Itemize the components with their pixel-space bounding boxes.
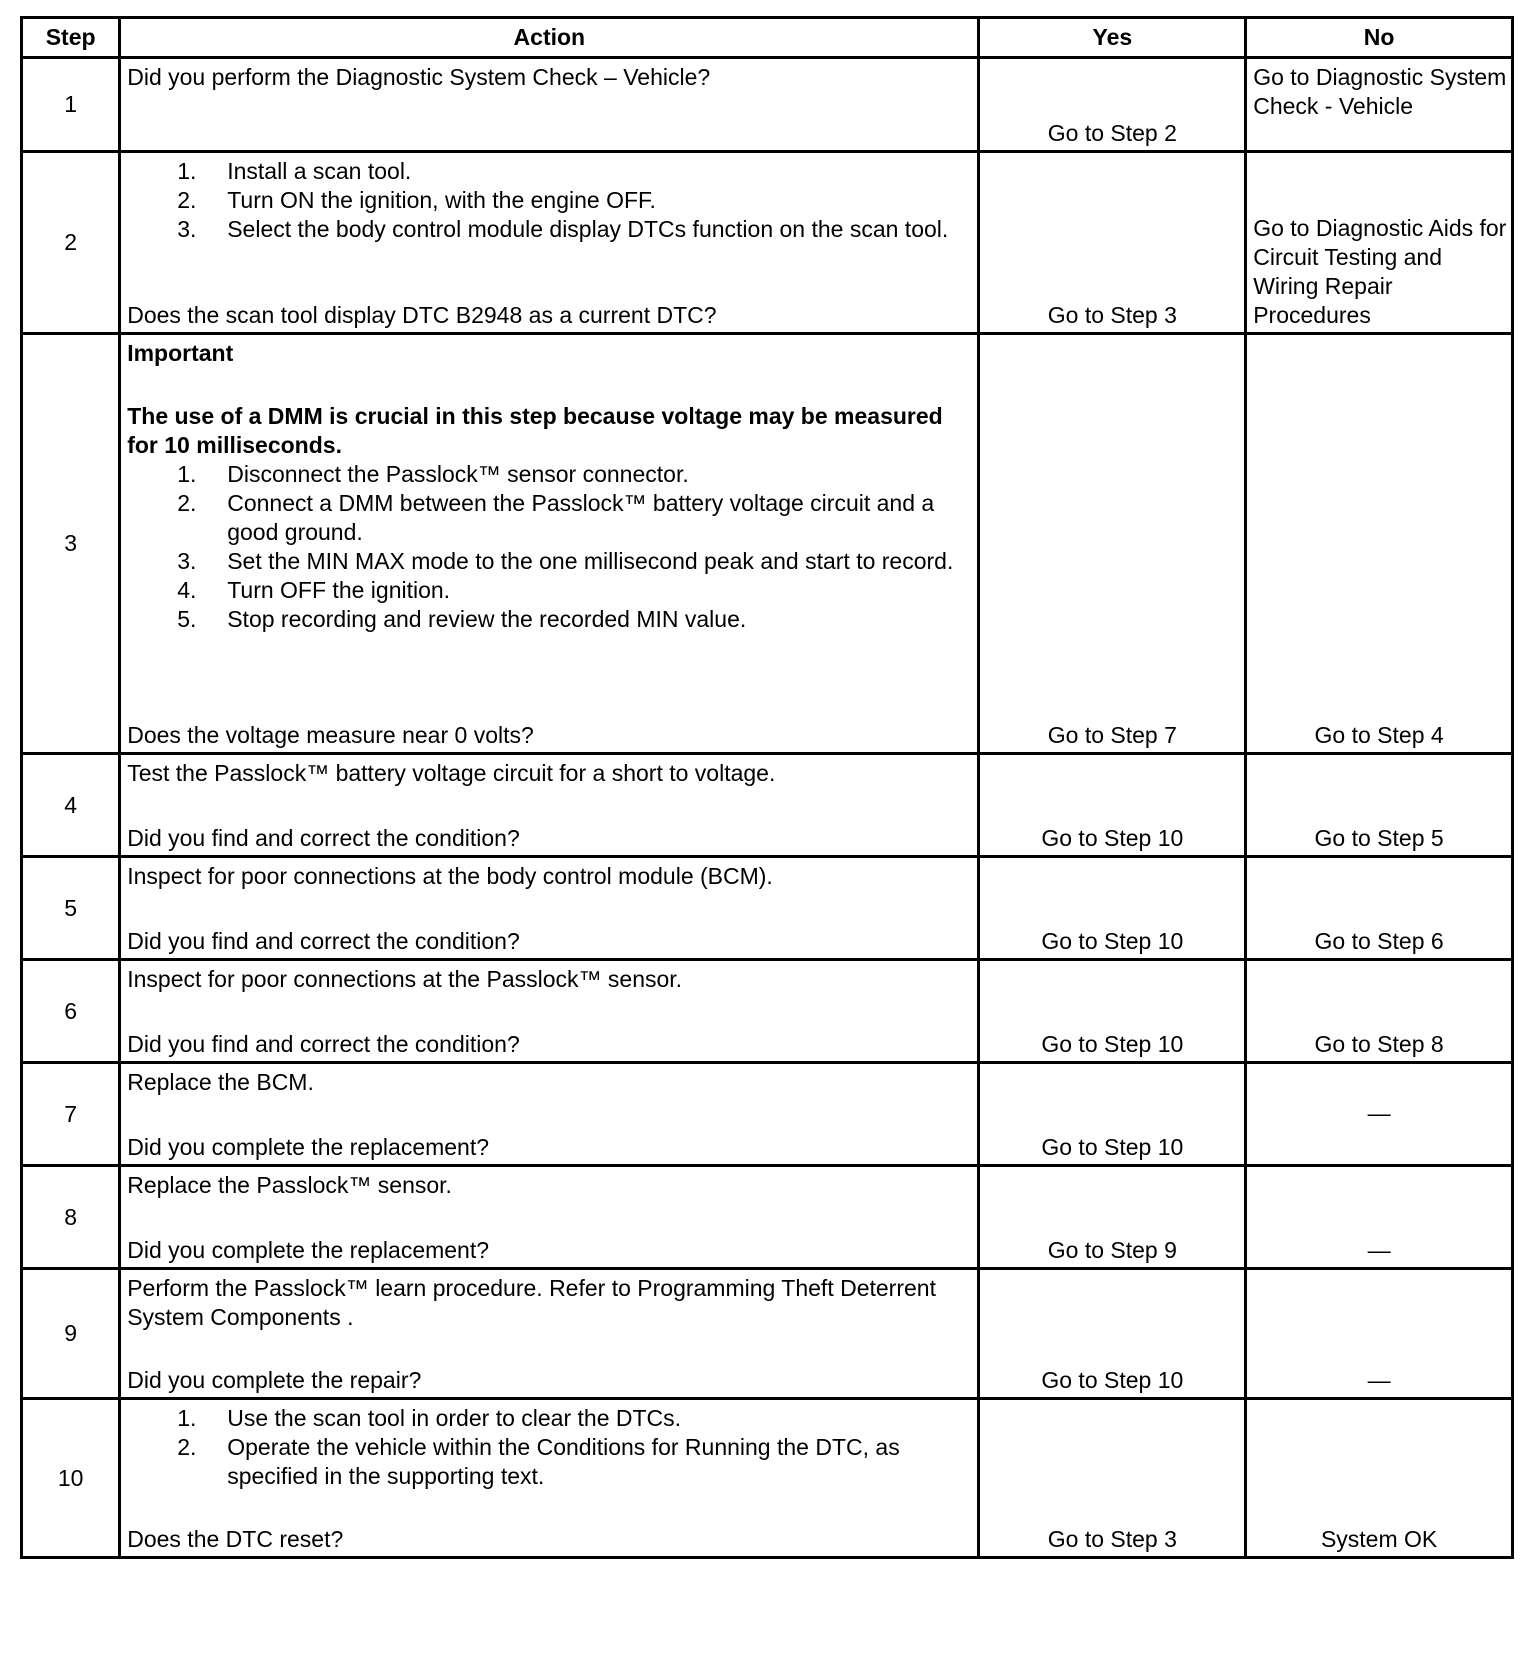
action-question: Did you complete the repair?: [127, 1367, 422, 1393]
table-row: [22, 334, 1513, 754]
no-cell: System OK: [1246, 1399, 1513, 1558]
list-item: 2. Operate the vehicle within the Conditions for Running the DTC, as specified in the supporting text.: [177, 1434, 900, 1489]
action-steps: [127, 1404, 969, 1491]
important-note: The use of a DMM is crucial in this step because voltage may be measured for 10 milliseconds.: [127, 403, 943, 458]
step-number: 4: [22, 754, 120, 857]
diagnostic-table: [20, 16, 1514, 1559]
yes-cell: Go to Step 3: [979, 1399, 1246, 1558]
no-cell: Go to Diagnostic System Check - Vehicle: [1246, 58, 1513, 152]
action-text: Perform the Passlock™ learn procedure. Refer to Programming Theft Deterrent System Components .: [127, 1275, 936, 1330]
step-number: 5: [22, 857, 120, 960]
step-number: 3: [22, 334, 120, 754]
yes-cell: Go to Step 3: [979, 152, 1246, 334]
step-number: 8: [22, 1166, 120, 1269]
no-cell: Go to Step 8: [1246, 960, 1513, 1063]
list-item: 1. Install a scan tool.: [177, 158, 412, 184]
table-row: [22, 58, 1513, 152]
action-text: Replace the Passlock™ sensor.: [127, 1172, 452, 1198]
table-row: [22, 857, 1513, 960]
list-item: 1. Use the scan tool in order to clear the DTCs.: [177, 1405, 682, 1431]
step-number: 6: [22, 960, 120, 1063]
yes-cell: Go to Step 10: [979, 754, 1246, 857]
header-row: [22, 18, 1513, 58]
action-cell: [120, 1166, 979, 1269]
action-question: Does the DTC reset?: [127, 1526, 344, 1552]
action-question: Did you complete the replacement?: [127, 1237, 490, 1263]
step-number: 1: [22, 58, 120, 152]
table-row: [22, 754, 1513, 857]
action-question: Did you complete the replacement?: [127, 1134, 490, 1160]
header-no: No: [1246, 18, 1513, 58]
action-cell: [120, 1269, 979, 1399]
action-cell: [120, 857, 979, 960]
list-item: 5. Stop recording and review the recorded MIN value.: [177, 606, 747, 632]
action-text: Inspect for poor connections at the Passlock™ sensor.: [127, 966, 683, 992]
action-steps: [127, 157, 969, 244]
action-question: Did you find and correct the condition?: [127, 1031, 520, 1057]
header-yes: Yes: [979, 18, 1246, 58]
action-question: Did you find and correct the condition?: [127, 825, 520, 851]
yes-cell: Go to Step 10: [979, 1063, 1246, 1166]
yes-cell: Go to Step 10: [979, 960, 1246, 1063]
action-cell: [120, 754, 979, 857]
list-item: 2. Connect a DMM between the Passlock™ battery voltage circuit and a good ground.: [177, 490, 935, 545]
action-steps: [127, 460, 969, 634]
yes-cell: Go to Step 10: [979, 857, 1246, 960]
table-row: [22, 1269, 1513, 1399]
action-question: Does the voltage measure near 0 volts?: [127, 722, 534, 748]
yes-cell: Go to Step 2: [979, 58, 1246, 152]
no-cell: Go to Step 5: [1246, 754, 1513, 857]
yes-cell: Go to Step 10: [979, 1269, 1246, 1399]
action-text: Inspect for poor connections at the body control module (BCM).: [127, 863, 773, 889]
table-row: [22, 1063, 1513, 1166]
step-number: 9: [22, 1269, 120, 1399]
no-cell: —: [1246, 1063, 1513, 1166]
yes-cell: Go to Step 7: [979, 334, 1246, 754]
action-text: Did you perform the Diagnostic System Check – Vehicle?: [127, 64, 711, 90]
no-cell: —: [1246, 1166, 1513, 1269]
action-question: Did you find and correct the condition?: [127, 928, 520, 954]
action-cell: [120, 152, 979, 334]
step-number: 10: [22, 1399, 120, 1558]
list-item: 3. Set the MIN MAX mode to the one millisecond peak and start to record.: [177, 548, 954, 574]
step-number: 7: [22, 1063, 120, 1166]
action-cell: [120, 334, 979, 754]
important-title: Important: [127, 340, 234, 366]
action-text: Replace the BCM.: [127, 1069, 314, 1095]
no-cell: Go to Diagnostic Aids for Circuit Testing and Wiring Repair Procedures: [1246, 152, 1513, 334]
action-cell: [120, 1399, 979, 1558]
table-row: [22, 152, 1513, 334]
no-cell: —: [1246, 1269, 1513, 1399]
no-cell: Go to Step 4: [1246, 334, 1513, 754]
list-item: 4. Turn OFF the ignition.: [177, 577, 451, 603]
table-row: [22, 1166, 1513, 1269]
list-item: 1. Disconnect the Passlock™ sensor connector.: [177, 461, 689, 487]
yes-cell: Go to Step 9: [979, 1166, 1246, 1269]
list-item: 2. Turn ON the ignition, with the engine OFF.: [177, 187, 656, 213]
list-item: 3. Select the body control module display DTCs function on the scan tool.: [177, 216, 949, 242]
action-question: Does the scan tool display DTC B2948 as a current DTC?: [127, 302, 717, 328]
action-cell: [120, 960, 979, 1063]
action-cell: [120, 58, 979, 152]
step-number: 2: [22, 152, 120, 334]
header-action: Action: [120, 18, 979, 58]
action-cell: [120, 1063, 979, 1166]
table-row: [22, 960, 1513, 1063]
table-row: [22, 1399, 1513, 1558]
action-text: Test the Passlock™ battery voltage circuit for a short to voltage.: [127, 760, 776, 786]
header-step: Step: [22, 18, 120, 58]
no-cell: Go to Step 6: [1246, 857, 1513, 960]
